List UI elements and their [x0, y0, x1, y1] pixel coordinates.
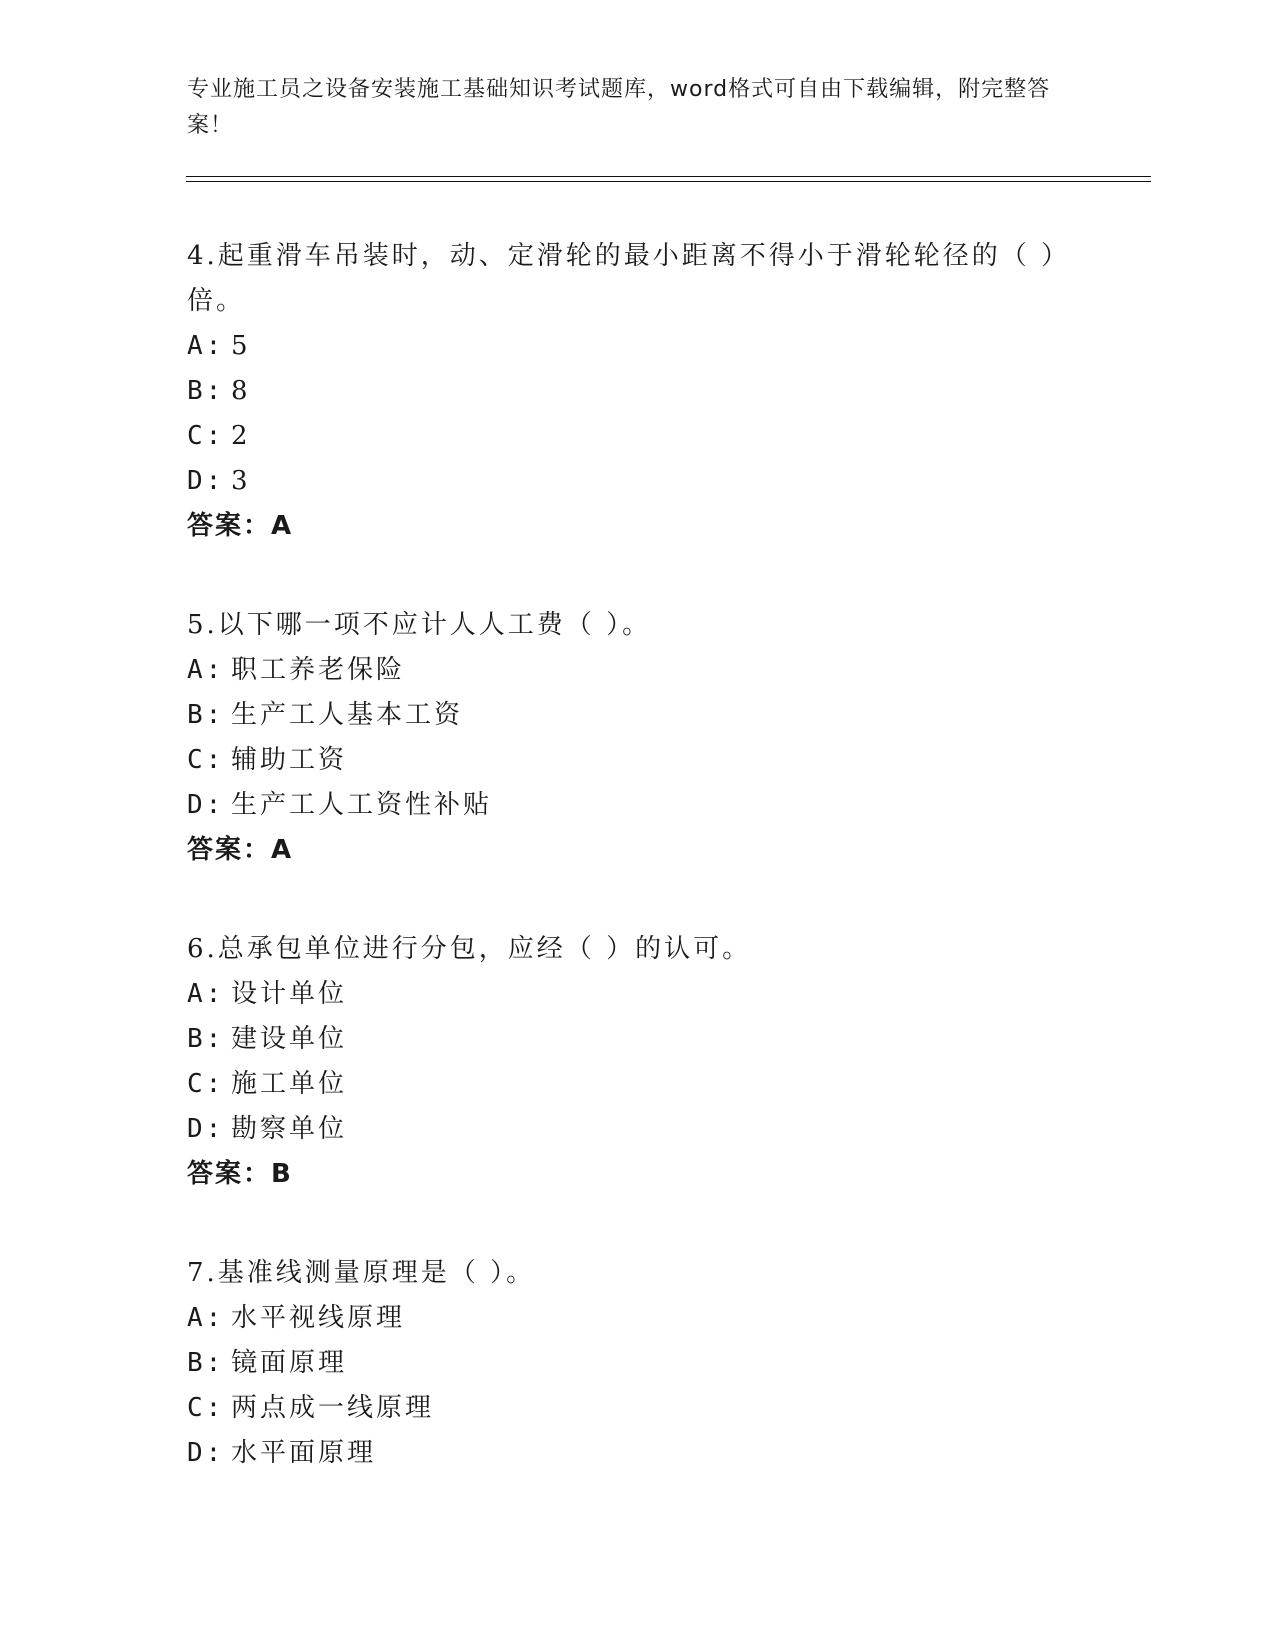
option-text: 建设单位 [231, 1024, 348, 1054]
option-a [187, 1296, 1067, 1341]
question-stem: 5.以下哪一项不应计人人工费（ ）。 [187, 610, 652, 640]
question-7 [187, 1251, 1067, 1476]
option-text: 水平面原理 [231, 1438, 377, 1468]
option-text: 水平视线原理 [231, 1303, 406, 1333]
question-5 [187, 603, 1067, 873]
question-4 [187, 234, 1067, 549]
answer-label: 答案：B [187, 1159, 293, 1189]
option-text: 生产工人工资性补贴 [231, 790, 493, 820]
option-a [187, 324, 1067, 369]
option-text: 施工单位 [231, 1069, 348, 1099]
option-d [187, 783, 1067, 828]
option-letter: D: [187, 1114, 225, 1144]
option-c [187, 1386, 1067, 1431]
document-header: 专业施工员之设备安装施工基础知识考试题库，word格式可自由下载编辑，附完整答案！ [187, 77, 1051, 138]
option-letter: D: [187, 466, 225, 496]
option-letter: B: [187, 1024, 225, 1054]
option-b [187, 369, 1067, 414]
option-letter: D: [187, 790, 225, 820]
option-b [187, 1017, 1067, 1062]
option-text: 镜面原理 [231, 1348, 348, 1378]
option-text: 勘察单位 [231, 1114, 348, 1144]
question-stem: 4.起重滑车吊装时，动、定滑轮的最小距离不得小于滑轮轮径的（ ）倍。 [187, 241, 1058, 316]
option-b [187, 693, 1067, 738]
option-a [187, 972, 1067, 1017]
option-c [187, 738, 1067, 783]
option-letter: B: [187, 376, 225, 406]
option-d [187, 459, 1067, 504]
option-b [187, 1341, 1067, 1386]
option-d [187, 1431, 1067, 1476]
option-letter: C: [187, 421, 225, 451]
question-list [187, 234, 1067, 1530]
option-letter: B: [187, 1348, 225, 1378]
option-letter: A: [187, 979, 225, 1009]
option-text: 5 [231, 331, 251, 361]
question-stem: 7.基准线测量原理是（ ）。 [187, 1258, 536, 1288]
option-c [187, 414, 1067, 459]
option-text: 8 [231, 376, 251, 406]
option-letter: C: [187, 1393, 225, 1423]
header-rule-top [186, 176, 1151, 177]
question-6 [187, 927, 1067, 1197]
option-letter: C: [187, 745, 225, 775]
option-c [187, 1062, 1067, 1107]
option-text: 生产工人基本工资 [231, 700, 464, 730]
option-letter: A: [187, 655, 225, 685]
answer-label: 答案：A [187, 835, 294, 865]
option-text: 3 [231, 466, 251, 496]
option-text: 职工养老保险 [231, 655, 406, 685]
option-letter: C: [187, 1069, 225, 1099]
answer-label: 答案：A [187, 511, 294, 541]
option-letter: B: [187, 700, 225, 730]
option-text: 2 [231, 421, 251, 451]
question-stem: 6.总承包单位进行分包，应经（ ）的认可。 [187, 934, 752, 964]
option-text: 两点成一线原理 [231, 1393, 435, 1423]
option-letter: A: [187, 331, 225, 361]
option-a [187, 648, 1067, 693]
option-letter: D: [187, 1438, 225, 1468]
option-text: 辅助工资 [231, 745, 348, 775]
header-rule-bottom [186, 181, 1151, 182]
option-text: 设计单位 [231, 979, 348, 1009]
option-d [187, 1107, 1067, 1152]
option-letter: A: [187, 1303, 225, 1333]
